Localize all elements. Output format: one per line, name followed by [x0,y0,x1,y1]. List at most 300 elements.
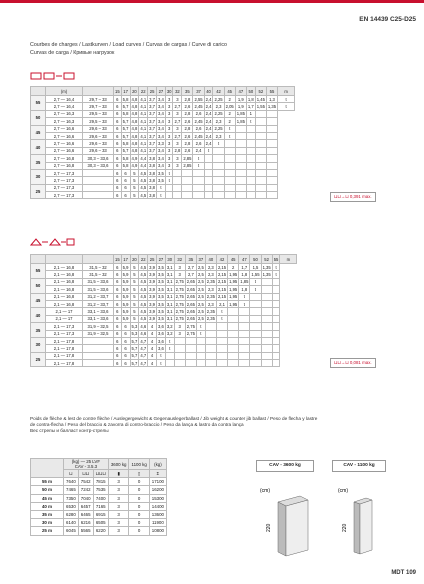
cw-cell-d: 3 [108,486,129,494]
span-range: 30,3 – 33,6 [83,162,114,169]
hook-range: 2,1 — 16,8 [46,286,83,293]
cw-cell-e: 0 [129,478,149,486]
load-value: 4,5 [140,192,147,198]
cw-cell-c: 7535 [93,486,108,494]
load-value [235,147,246,154]
load-value: 4,6 [140,323,147,329]
span-range [83,184,114,191]
load-value [235,132,246,139]
jib-length: 35 [31,155,46,170]
load-value: t [193,155,204,162]
load-value: 4,5 [140,301,147,307]
load-value: 4,7 [140,345,147,351]
load-value: 3,8 [149,163,155,169]
load-value: 2,5 [197,272,204,278]
load-value: 1,7 [247,104,254,110]
span-range: 30,3 – 33,6 [83,155,114,162]
load-value: 3,1 [166,316,173,322]
load-value [261,300,272,307]
span-range: 31,2 – 33,7 [83,293,114,300]
load-value [239,308,250,315]
load-value [266,177,277,184]
load-value: 2,3 [205,286,216,293]
load-value [272,360,280,367]
load-value: 4,1 [140,148,147,154]
load-value [266,132,277,139]
load-value [250,360,261,367]
cw-cell-f: 15300 [149,494,166,502]
load-value: 5,8 [122,155,129,161]
load-value: t [156,360,165,367]
load-value: t [216,308,227,315]
load-value: 6 [121,192,130,199]
load-value [235,162,246,169]
cw-cell-f: 13600 [149,510,166,518]
load-value: 3,8 [149,155,155,161]
load-value: 4,8 [131,96,138,102]
load-value: 4 [148,323,157,330]
cw-cell-b: 7542 [78,478,93,486]
span-range: 33,1 – 33,6 [83,315,114,322]
load-value: 4,5 [140,272,147,278]
load-value: 2,3 [205,264,216,271]
load-value [193,192,204,199]
load-value: 5 [130,192,139,199]
load-value [266,192,277,199]
load-value [224,192,235,199]
load-value: 6 [114,177,122,184]
load-value: 1,7 [239,264,250,271]
load-value: 2,4 [205,141,212,147]
load-value: 2,5 [197,286,204,292]
load-value: t [216,315,227,322]
load-value [205,360,216,367]
load-value [266,184,277,191]
load-value: 2,75 [175,301,184,307]
load-value: 3,8 [149,177,155,183]
load-value: 2,35 [206,316,215,322]
load-value: 4,9 [131,155,138,161]
load-value: 4,5 [140,264,147,270]
load-value: 2,6 [193,140,204,147]
span-range [83,352,114,359]
load-value [235,177,246,184]
load-value: 5,7 [131,338,138,344]
table-row [31,110,295,117]
span-range [83,177,114,184]
table-row [31,486,167,494]
cw-cell-c: 6505 [93,519,108,527]
jib-length: 45 [31,125,46,140]
table-row [31,192,295,199]
jib-header [31,87,46,96]
load-value [228,315,239,322]
load-value [266,155,277,162]
load-value: 2 [224,118,235,125]
load-value: 3,8 [149,170,155,176]
hook-range: 2,1 — 16,8 [46,300,83,307]
load-value [261,352,272,359]
hook-icon: ⊔⊔→⊔ [334,194,350,199]
load-value: 4,7 [140,353,147,359]
radius-header: 20 [130,87,139,96]
load-value: 3,9 [149,301,155,307]
load-value: 2,75 [175,316,184,322]
load-value: 3,5 [157,286,164,292]
load-value: 5,9 [122,272,129,278]
span-range [83,192,114,199]
load-value: 4,8 [131,133,138,139]
load-value: 3,5 [157,309,164,315]
load-value: 2,4 [205,118,212,124]
load-value: 3 [173,110,182,117]
range-header: (m) [46,87,83,96]
load-value: 5 [130,177,139,184]
load-value [204,184,213,191]
load-value: t [250,286,261,293]
load-value [255,155,266,162]
load-value [174,360,185,367]
load-value: 3,6 [157,323,164,329]
radius-header: 52 [255,87,266,96]
table-row [31,519,167,527]
jib-length: 55 [31,264,46,279]
load-value: 2,7 [174,118,181,124]
load-value: 5,9 [122,286,129,292]
load-value: 5,7 [122,133,129,139]
load-value: 2 [228,264,239,271]
section-title-load-curves [30,42,290,57]
header-row [31,87,295,96]
load-value: 3,6 [157,331,164,337]
load-value [272,300,280,307]
load-value: 2,4 [205,104,212,110]
load-value: 2,85 [183,155,192,161]
load-value: 4,1 [140,111,147,117]
load-value: 2,8 [182,110,193,117]
load-value: 3 [173,140,182,147]
load-value: 4,5 [140,294,147,300]
load-value: 6 [121,184,130,191]
hook-icon: ⊔⊔→⊔ [334,360,350,365]
load-value: 2,75 [175,286,184,292]
load-value: 4,1 [140,141,147,147]
load-value: 2,3 [213,103,224,110]
hook-range: 2,7 — 17,3 [46,192,83,199]
hook-range: 2,1 — 17,8 [46,337,83,344]
load-value [205,345,216,352]
load-value [239,330,250,337]
load-value: 3,7 [149,111,155,117]
load-value [266,140,277,147]
radius-header: 50 [246,87,255,96]
load-value [173,169,182,176]
hook-range: 2,1 — 17,8 [46,360,83,367]
load-value [246,177,255,184]
cw-cell-d: 3 [108,502,129,510]
max-load-note-2: ⊔⊔→⊔ 0,081 max. [330,358,376,368]
load-value: 1,8 [239,286,250,293]
load-value: 3,4 [157,111,164,117]
load-value [196,345,205,352]
load-value: 6 [121,169,130,176]
span-range: 29,6 – 33 [83,125,114,132]
load-value: 2,8 [182,96,193,103]
total-kg-header: (kg) [149,459,166,470]
load-value: 2,7 [185,264,196,271]
load-value [250,323,261,330]
radius-header: 35 [182,87,193,96]
load-value: 2,7 [185,271,196,278]
load-value: 2,6 [193,110,204,117]
load-value: 5,9 [122,294,129,300]
cw-cell-b: 6465 [78,510,93,518]
load-value: 3,7 [149,148,155,154]
load-value [204,177,213,184]
load-value: 6 [114,140,122,147]
load-value: 3,4 [157,126,164,132]
load-value [174,345,185,352]
load-value: 2,15 [217,264,227,270]
load-value: 1,55 [251,272,260,278]
hook-range: 2,7 — 16,3 [46,110,83,117]
load-value: 6 [114,323,122,330]
load-value: 3,4 [157,148,164,154]
hook-range: 2,7 — 17,3 [46,177,83,184]
jib-length: 30 [31,337,46,352]
table-row [31,96,295,103]
load-value: 2,3 [213,118,224,125]
load-value [213,177,224,184]
counterweight-table [30,458,167,536]
load-value [250,293,261,300]
load-value: 4 [148,330,157,337]
cw-cell-f: 16200 [149,486,166,494]
load-value: 4,8 [131,141,138,147]
radius-header: 40 [204,87,213,96]
load-value [173,184,182,191]
span-range: 29,6 – 33 [83,140,114,147]
load-value: 2,7 [174,104,181,110]
table-row [31,118,295,125]
load-value: 2,4 [193,147,204,154]
table-row [31,184,295,191]
hook-range: 2,7 — 17,3 [46,169,83,176]
cw-1100-header: 1100 kg [129,459,149,470]
load-value: 6 [114,96,122,103]
jib-length: 40 [31,308,46,323]
load-value: 3,3 [157,141,164,147]
jib-length: 55 [31,96,46,111]
load-value [246,132,255,139]
hook-range: 2,7 — 16,4 [46,103,83,110]
load-value: 2,15 [217,272,227,278]
cw-cell-a: 6045 [64,527,79,535]
span-range: 29,5 – 33 [83,110,114,117]
load-value: 6 [114,278,122,285]
load-value: 5,8 [122,163,129,169]
load-value [261,278,272,285]
load-value: 1,95 [229,272,238,278]
hook-range: 2,7 — 16,6 [46,147,83,154]
load-value: 3,7 [149,96,155,102]
load-value: 2,25 [214,96,223,102]
cw-cell-b: 7040 [78,494,93,502]
table-row [31,494,167,502]
load-value: 1,85 [240,279,249,285]
radius-header: 17 [121,255,130,264]
load-value: 4,5 [140,279,147,285]
load-value: 2,5 [197,279,204,285]
cw-cell-d: 3 [108,510,129,518]
radius-header: 30 [165,255,174,264]
load-value: 2 [224,96,235,103]
hook-range: 2,7 — 16,8 [46,162,83,169]
radius-header: 17 [121,87,130,96]
range-header [46,255,83,264]
load-value: 3,5 [157,316,164,322]
load-value [213,147,224,154]
load-value [228,323,239,330]
load-value [239,323,250,330]
load-value: 2,6 [193,125,204,132]
cw-cell-f: 17100 [149,478,166,486]
load-value [266,169,277,176]
load-value [213,169,224,176]
load-value: 1,95 [229,286,238,292]
load-value: 3 [165,147,173,154]
span-range: 31,9 – 32,5 [83,323,114,330]
load-value [246,192,255,199]
table-row [31,169,295,176]
load-value: 4,1 [140,118,147,124]
trolley-icon-row-1 [30,70,90,82]
cw-cell-jib: 30 m [31,519,64,527]
counterweight-table-wrap [30,458,167,536]
m-header: m [278,87,295,96]
load-value: 3,9 [149,294,155,300]
load-value: 6 [114,110,122,117]
load-value [205,337,216,344]
load-value [235,155,246,162]
load-value [250,315,261,322]
load-value [272,278,280,285]
col-b-icon: ⊔⊔ [78,470,93,478]
load-value: 6 [114,132,122,139]
load-value: 4,5 [140,177,147,183]
table-row [31,132,295,139]
load-value: 2,4 [205,111,212,117]
radius-header: 45 [224,87,235,96]
span-range [83,337,114,344]
load-value: 6 [121,337,130,344]
load-value: 1,35 [262,272,271,278]
load-value [239,315,250,322]
radius-header: 40 [205,255,216,264]
load-value [255,140,266,147]
load-value [224,140,235,147]
load-value: 5,3 [131,331,138,337]
load-value: 6 [114,330,122,337]
load-value [185,337,196,344]
load-value [272,330,280,337]
load-value: 6 [114,308,122,315]
jib-length: 30 [31,169,46,184]
table-row [31,264,297,271]
load-value: 6 [121,330,130,337]
load-value [261,293,272,300]
table-row [31,502,167,510]
load-value: 1,35 [267,104,277,110]
load-value: 5 [130,315,139,322]
hook-range: 2,1 — 17,8 [46,352,83,359]
load-value [193,169,204,176]
cw-cell-c: 6915 [93,510,108,518]
span-range: 31,5 – 32 [83,271,114,278]
cw-cell-c: 7815 [93,478,108,486]
load-value: 3 [174,330,185,337]
section-title-weights [30,416,400,435]
span-range: 29,7 – 33 [83,96,114,103]
load-value: 1,3 [266,96,277,103]
load-value [165,184,173,191]
load-value [224,169,235,176]
cw-3600-icon: ▮ [108,470,129,478]
load-value: 5,7 [131,353,138,359]
max-load-note-1: ⊔⊔→⊔ 0,391 max. [330,192,376,202]
hook-range: 2,1 — 17,8 [46,345,83,352]
load-value: 2,65 [186,294,195,300]
load-value: 3,8 [149,185,155,191]
radius-header: 20 [130,255,139,264]
load-value: 2,65 [186,279,195,285]
cw-cell-b: 6216 [78,519,93,527]
load-value [204,155,213,162]
load-value [239,345,250,352]
load-value [182,192,193,199]
load-value: 5 [130,286,139,293]
total-icon: Σ [149,470,166,478]
load-value: 2,7 [174,133,181,139]
cw-cell-f: 11900 [149,519,166,527]
dim2-height: 220 [342,523,348,532]
m-header: m [280,255,297,264]
table-row [31,315,297,322]
load-value [261,345,272,352]
load-value: 4,5 [140,309,147,315]
radius-header: 37 [196,255,205,264]
load-value: 2,6 [182,147,193,154]
cw-cell-jib: 25 m [31,527,64,535]
cw-cell-a: 6280 [64,510,79,518]
load-value: 6 [114,286,122,293]
load-value [266,125,277,132]
load-value: 4,1 [140,96,147,102]
load-value [272,286,280,293]
load-value: 5,7 [122,118,129,124]
cw-cell-c: 6220 [93,527,108,535]
load-value [224,177,235,184]
span-range: 31,5 – 33,6 [83,278,114,285]
load-value: 3 [173,96,182,103]
load-value [213,155,224,162]
load-value: 3,1 [166,309,173,315]
load-table-1 [30,86,295,199]
load-value [246,155,255,162]
load-value: 2,35 [206,279,215,285]
load-value: 3 [165,140,173,147]
trolley-icon-row-2 [30,236,90,248]
